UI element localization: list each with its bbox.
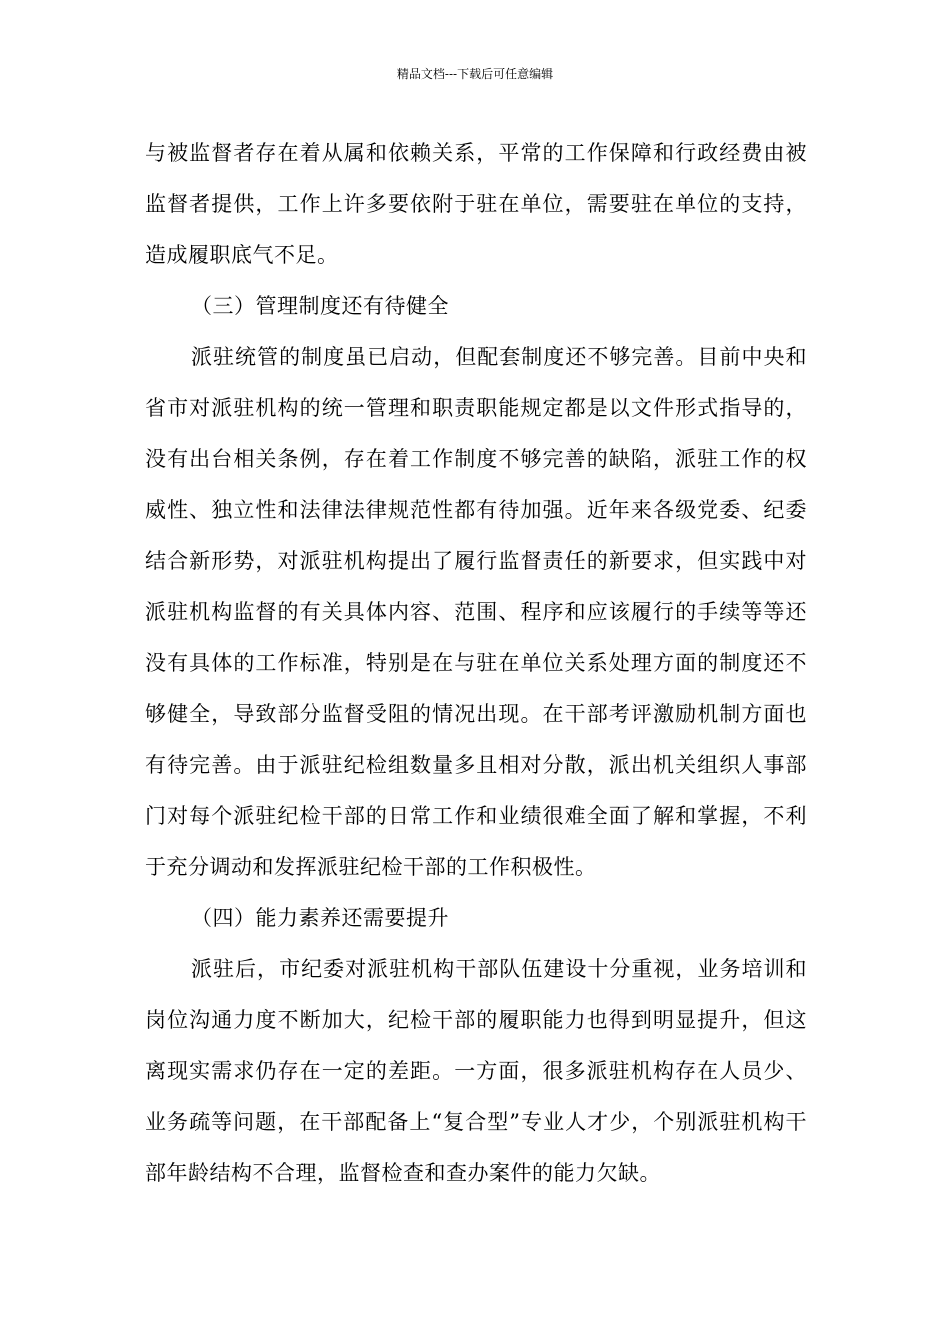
section-heading-3: （三）管理制度还有待健全 <box>191 294 449 318</box>
page-header: 精品文档---下载后可任意编辑 <box>396 67 554 81</box>
document-body <box>145 128 807 1199</box>
paragraph-capability: 派驻后，市纪委对派驻机构干部队伍建设十分重视，业务培训和岗位沟通力度不断加大，纪检干部的履职能力也得到明显提升，但这离现实需求仍存在一定的差距。一方面，很多派驻机构存在人员少、业务疏等问题，在干部配备上“复合型”专业人才少，个别派驻机构干部年龄结构不合理，监督检查和查办案件的能力欠缺。 <box>145 957 807 1185</box>
section-heading-4: （四）能力素养还需要提升 <box>191 906 449 930</box>
paragraph-management-system: 派驻统管的制度虽已启动，但配套制度还不够完善。目前中央和省市对派驻机构的统一管理和职责职能规定都是以文件形式指导的，没有出台相关条例，存在着工作制度不够完善的缺陷，派驻工作的权威性、独立性和法律法律规范性都有待加强。近年来各级党委、纪委结合新形势，对派驻机构提出了履行监督责任的新要求，但实践中对派驻机构监督的有关具体内容、范围、程序和应该履行的手续等等还没有具体的工作标准，特别是在与驻在单位关系处理方面的制度还不够健全，导致部分监督受阻的情况出现。在干部考评激励机制方面也有待完善。由于派驻纪检组数量多且相对分散，派出机关组织人事部门对每个派驻纪检干部的日常工作和业绩很难全面了解和掌握，不利于充分调动和发挥派驻纪检干部的工作积极性。 <box>145 345 807 879</box>
paragraph-continued: 与被监督者存在着从属和依赖关系，平常的工作保障和行政经费由被监督者提供，工作上许多要依附于驻在单位，需要驻在单位的支持，造成履职底气不足。 <box>145 141 807 267</box>
